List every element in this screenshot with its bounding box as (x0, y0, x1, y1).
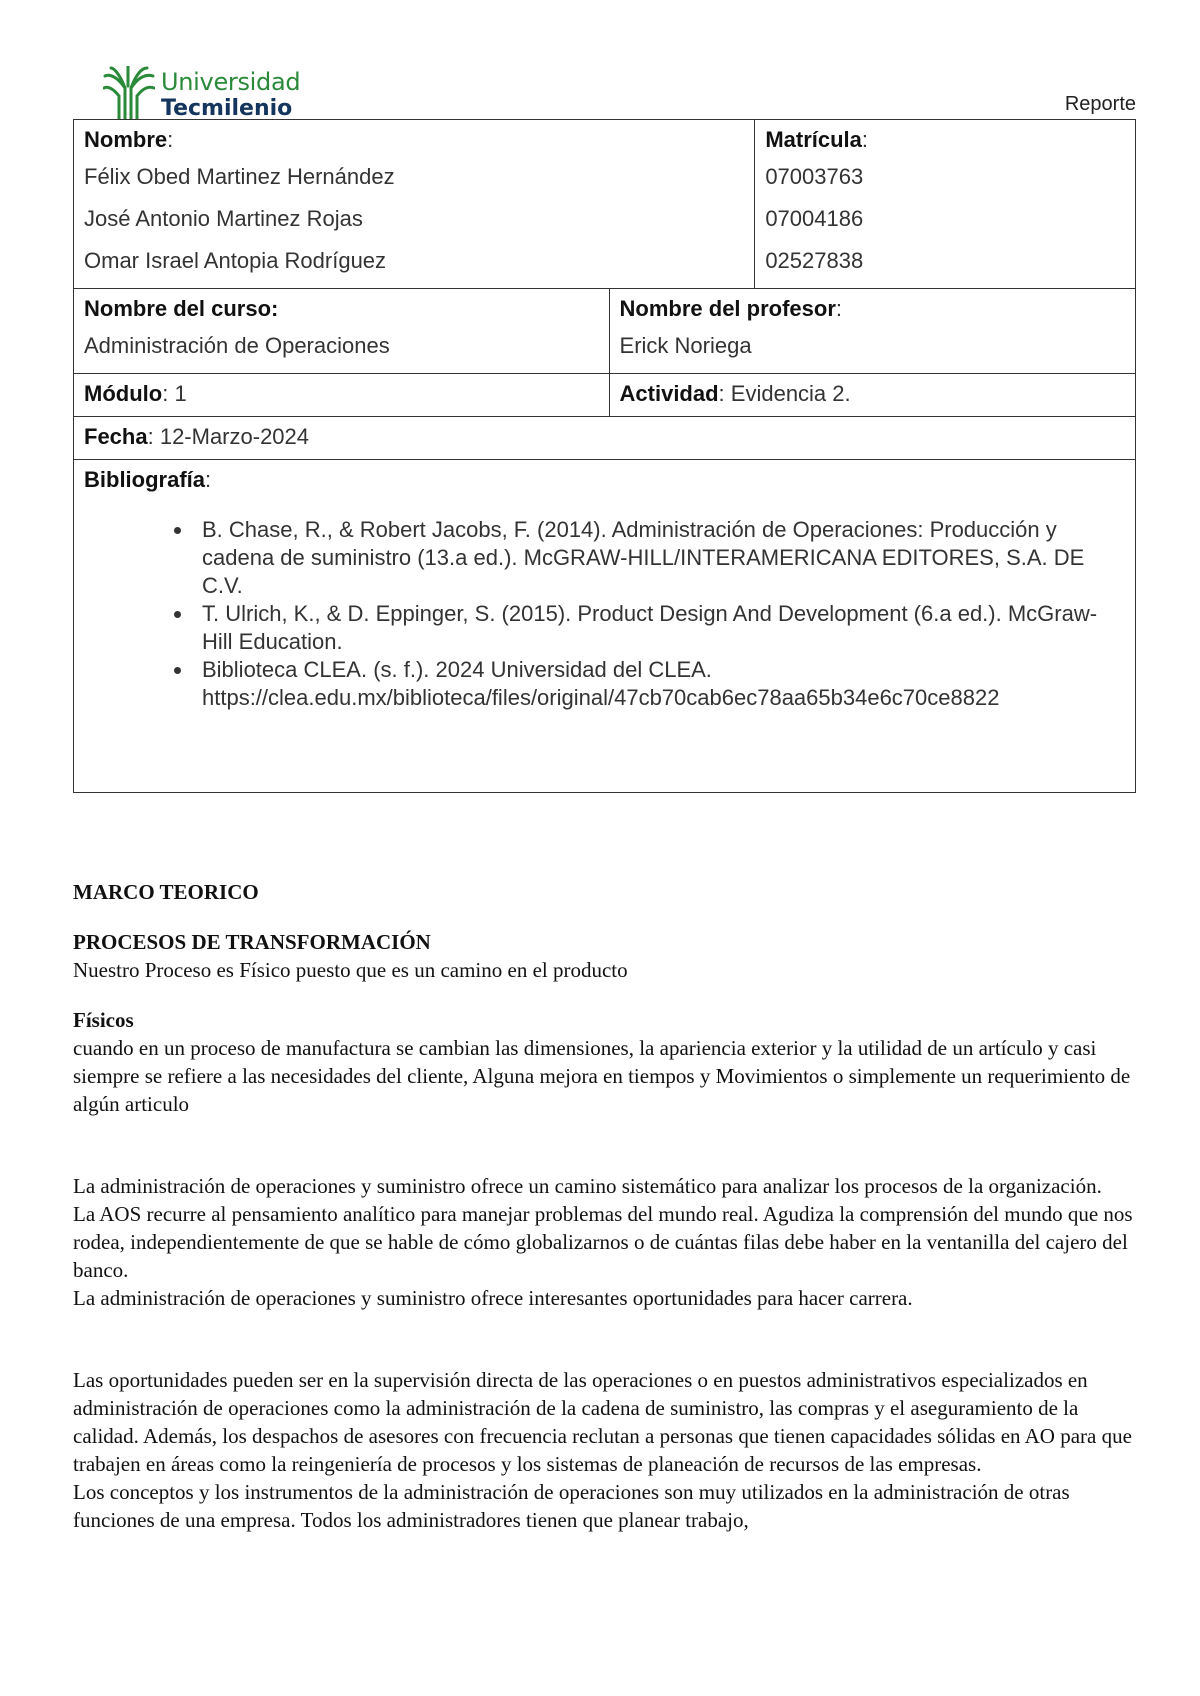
fecha-label: Fecha (84, 424, 148, 449)
profesor-label: Nombre del profesor (619, 296, 836, 321)
modulo-value: 1 (174, 381, 187, 406)
student-name: Omar Israel Antopia Rodríguez (84, 248, 387, 273)
paragraph: La administración de operaciones y suministro ofrece un camino sistemático para analizar los procesos de la organización. (73, 1174, 1102, 1198)
modulo-label: Módulo (84, 381, 163, 406)
paragraph: Las oportunidades pueden ser en la supervisión directa de las operaciones o en puestos administrativos especializados en administración de operaciones como la administración de la cadena de suministro, las compras y el aseguramiento de la calidad. Además, los despachos de asesores con frecuencia reclutan a personas que tienen capacidades sólidas en AO para que trabajen en áreas como la reingeniería de procesos y los sistemas de planeación de recursos de las empresas. (73, 1368, 1132, 1476)
paragraph: Los conceptos y los instrumentos de la administración de operaciones son muy utilizados en la administración de otras funciones de una empresa. Todos los administradores tienen que planear trabajo, (73, 1480, 1070, 1532)
bibliography-cell: Bibliografía: • B. Chase, R., & Robert Jacobs, F. (2014). Administración de Operaciones: Producción y cadena de suministro (13.a ed.). McGRAW-HILL/INTERAMERICANA EDITORES, S.A. DE C.V. • T. Ulrich, K., & D. Eppinger, S. (2015). Product Design And Development (6.a ed.). McGraw-Hill Education. • Biblioteca CLEA. (s. f.). 2024 Universidad del CLEA. https://clea.edu.mx/biblioteca/files/original/47cb70cab6ec78aa65b34e6c70ce8822 (74, 460, 1136, 793)
student-name: Félix Obed Martinez Hernández (84, 164, 395, 189)
curso-label: Nombre del curso: (84, 296, 279, 321)
logo-tecmilenio-text: Tecmilenio (161, 96, 293, 120)
bibliografia-label: Bibliografía (84, 467, 206, 492)
student-info-table (73, 119, 1136, 793)
module-row (74, 374, 1136, 417)
tree-logo-icon (103, 66, 155, 120)
modulo-cell: Módulo: 1 (74, 374, 610, 417)
profesor-value: Erick Noriega (619, 333, 752, 358)
student-id: 07004186 (765, 206, 864, 231)
bibliography-item: • B. Chase, R., & Robert Jacobs, F. (2014). Administración de Operaciones: Producción y cadena de suministro (13.a ed.). McGRAW-HILL/INTERAMERICANA EDITORES, S.A. DE C.V. (194, 516, 1125, 600)
actividad-cell: Actividad: Evidencia 2. (609, 374, 1135, 417)
matricula-cell: Matrícula: 07003763 07004186 02527838 (755, 120, 1136, 289)
university-logo (103, 60, 323, 120)
bibliography-row (74, 460, 1136, 793)
bibliography-item: • Biblioteca CLEA. (s. f.). 2024 Universidad del CLEA. https://clea.edu.mx/biblioteca/files/original/47cb70cab6ec78aa65b34e6c70ce8822 (194, 656, 1125, 712)
logo-university-text: Universidad (161, 68, 301, 96)
actividad-label: Actividad (619, 381, 719, 406)
paragraph: La administración de operaciones y suministro ofrece interesantes oportunidades para hacer carrera. (73, 1286, 913, 1310)
course-row (74, 289, 1136, 374)
fisicos-heading: Físicos (73, 1008, 134, 1032)
matricula-label: Matrícula (765, 127, 862, 152)
curso-cell (74, 289, 610, 374)
marco-teorico-heading: MARCO TEORICO (73, 880, 259, 904)
date-row (74, 417, 1136, 460)
students-row (74, 120, 1136, 289)
document-body (73, 878, 1143, 1534)
student-name: José Antonio Martinez Rojas (84, 206, 363, 231)
nombre-label: Nombre (84, 127, 168, 152)
profesor-cell: Nombre del profesor: Erick Noriega (609, 289, 1135, 374)
procesos-text: Nuestro Proceso es Físico puesto que es un camino en el producto (73, 958, 628, 982)
paragraph: La AOS recurre al pensamiento analítico para manejar problemas del mundo real. Agudiza la comprensión del mundo que nos rodea, independientemente de que se hable de cómo globalizarnos o de cuántas filas debe haber en la ventanilla del cajero del banco. (73, 1202, 1133, 1282)
curso-value: Administración de Operaciones (84, 333, 390, 358)
fisicos-text: cuando en un proceso de manufactura se cambian las dimensiones, la apariencia exterior y la utilidad de un artículo y casi siempre se refiere a las necesidades del cliente, Alguna mejora en tiempos y Movimientos o simplemente un requerimiento de algún articulo (73, 1036, 1131, 1116)
fecha-cell: Fecha: 12-Marzo-2024 (74, 417, 1136, 460)
student-id: 07003763 (765, 164, 864, 189)
student-id: 02527838 (765, 248, 864, 273)
actividad-value: Evidencia 2. (730, 381, 851, 406)
report-label: Reporte (1064, 93, 1136, 115)
bibliography-list (84, 516, 1125, 712)
fecha-value: 12-Marzo-2024 (159, 424, 310, 449)
names-cell: Nombre: Félix Obed Martinez Hernández José Antonio Martinez Rojas Omar Israel Antopia Rodríguez (74, 120, 755, 289)
page-header (0, 0, 1200, 120)
bibliography-item: • T. Ulrich, K., & D. Eppinger, S. (2015). Product Design And Development (6.a ed.). McGraw-Hill Education. (194, 600, 1125, 656)
procesos-heading: PROCESOS DE TRANSFORMACIÓN (73, 930, 431, 954)
